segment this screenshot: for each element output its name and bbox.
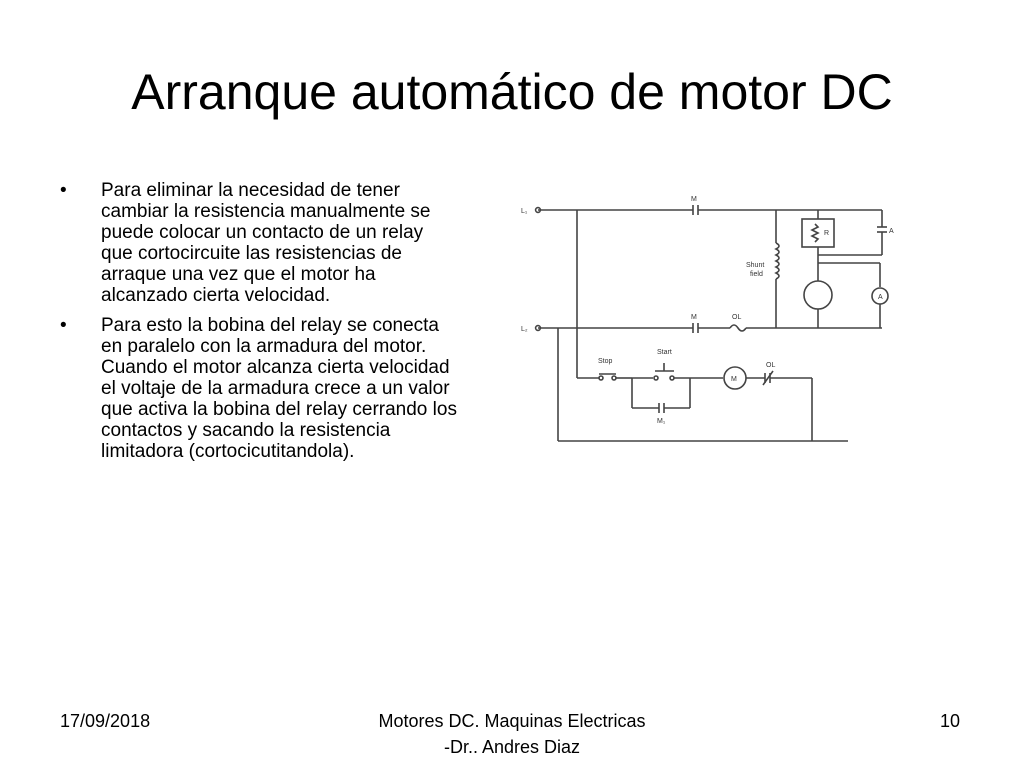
label-l2: L₂ bbox=[521, 326, 528, 333]
label-field: field bbox=[750, 271, 763, 278]
label-m-mid: M bbox=[691, 314, 697, 321]
label-ol-top: OL bbox=[732, 314, 742, 321]
footer-author: -Dr.. Andres Diaz bbox=[443, 737, 581, 757]
label-m-top: M bbox=[691, 196, 697, 203]
bullet-text: Para eliminar la necesidad de tener cambiar la resistencia manualmente se puede colocar un contacto de un relay que cortocircuite las resistencias de arraque una vez que el motor ha alcanzado cierta velocidad. bbox=[101, 180, 431, 306]
footer-center bbox=[312, 708, 712, 760]
label-ol-bottom: OL bbox=[766, 362, 776, 369]
label-start: Start bbox=[657, 349, 672, 356]
label-motor-coil: M bbox=[731, 376, 737, 383]
footer-course-title: Motores DC. Maquinas Electricas bbox=[378, 711, 646, 731]
bullet-marker: • bbox=[60, 180, 67, 201]
bullet-list bbox=[60, 180, 460, 471]
motor-starter-circuit-diagram bbox=[512, 183, 902, 458]
label-r: R bbox=[824, 230, 830, 237]
label-stop: Stop bbox=[598, 358, 613, 365]
label-shunt: Shunt bbox=[746, 262, 765, 269]
footer-page-number: 10 bbox=[940, 711, 961, 731]
label-a-contact: A bbox=[889, 228, 894, 235]
bullet-marker: • bbox=[60, 315, 67, 336]
slide-title: Arranque automático de motor DC bbox=[131, 64, 893, 120]
bullet-text: Para esto la bobina del relay se conecta en paralelo con la armadura del motor. Cuando el motor alcanza cierta velocidad el voltaje de la armadura crece a un valor que activa la bobina del relay cerrando los contactos y sacando la resistencia limitadora (cortocicutitandola). bbox=[101, 315, 457, 462]
label-l1: L₁ bbox=[521, 208, 528, 215]
footer-date: 17/09/2018 bbox=[60, 711, 151, 731]
bullet-item bbox=[60, 180, 460, 306]
label-m1: M₁ bbox=[657, 418, 666, 425]
bullet-item bbox=[60, 315, 460, 462]
label-ammeter: A bbox=[878, 294, 883, 301]
